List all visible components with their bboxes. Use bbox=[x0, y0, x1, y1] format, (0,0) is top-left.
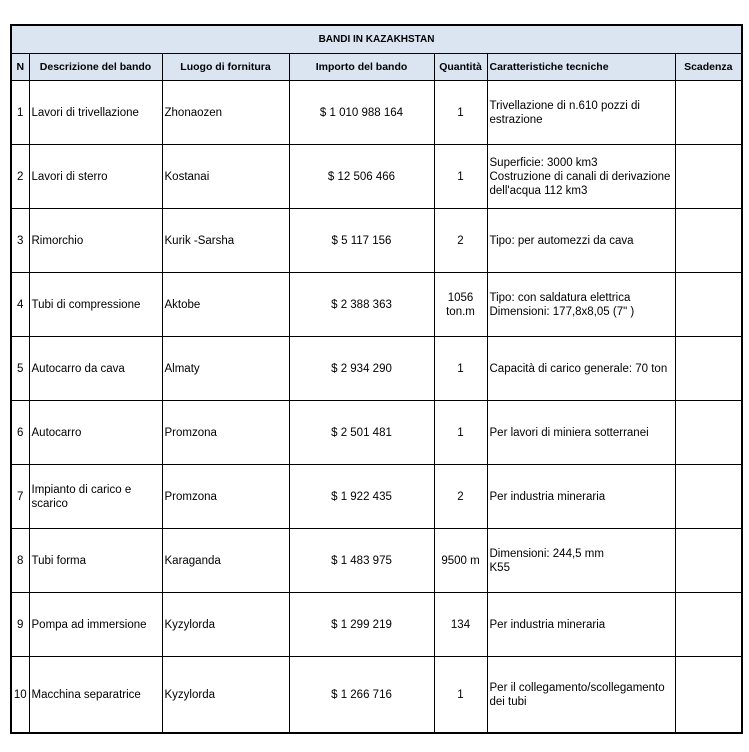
cell-luogo: Kostanai bbox=[162, 145, 289, 209]
table-row bbox=[11, 337, 742, 401]
cell-caratteristiche bbox=[487, 145, 675, 209]
table-row bbox=[11, 593, 742, 657]
cell-scadenza bbox=[675, 529, 742, 593]
cell-quantita bbox=[434, 529, 487, 593]
header-scadenza: Scadenza bbox=[675, 54, 742, 81]
cell-luogo: Karaganda bbox=[162, 529, 289, 593]
cell-scadenza bbox=[675, 81, 742, 145]
quantita-line: 1 bbox=[457, 688, 464, 701]
cell-descrizione: Rimorchio bbox=[29, 209, 162, 273]
caratteristiche-line: Trivellazione di n.610 pozzi di bbox=[489, 99, 640, 112]
cell-scadenza bbox=[675, 401, 742, 465]
table-row bbox=[11, 401, 742, 465]
quantita-line: 1056 bbox=[447, 291, 474, 304]
cell-n: 8 bbox=[11, 529, 29, 593]
cell-scadenza bbox=[675, 145, 742, 209]
cell-descrizione: Macchina separatrice bbox=[29, 657, 162, 734]
cell-luogo: Almaty bbox=[162, 337, 289, 401]
cell-quantita bbox=[434, 401, 487, 465]
cell-luogo: Kyzylorda bbox=[162, 593, 289, 657]
cell-quantita bbox=[434, 145, 487, 209]
header-luogo: Luogo di fornitura bbox=[162, 54, 289, 81]
table-row bbox=[11, 465, 742, 529]
cell-descrizione: Pompa ad immersione bbox=[29, 593, 162, 657]
cell-n: 2 bbox=[11, 145, 29, 209]
cell-importo: $ 1 010 988 164 bbox=[289, 81, 434, 145]
cell-n: 7 bbox=[11, 465, 29, 529]
cell-luogo: Promzona bbox=[162, 401, 289, 465]
caratteristiche-line: estrazione bbox=[489, 113, 543, 126]
table-row bbox=[11, 529, 742, 593]
quantita-line: 2 bbox=[457, 490, 464, 503]
cell-importo: $ 1 483 975 bbox=[289, 529, 434, 593]
cell-scadenza bbox=[675, 465, 742, 529]
cell-descrizione: Autocarro da cava bbox=[29, 337, 162, 401]
header-descrizione: Descrizione del bando bbox=[29, 54, 162, 81]
cell-n: 5 bbox=[11, 337, 29, 401]
cell-caratteristiche bbox=[487, 273, 675, 337]
caratteristiche-line: Costruzione di canali di derivazione bbox=[489, 170, 671, 183]
quantita-line: 1 bbox=[457, 362, 464, 375]
cell-n: 6 bbox=[11, 401, 29, 465]
cell-n: 1 bbox=[11, 81, 29, 145]
cell-descrizione: Tubi di compressione bbox=[29, 273, 162, 337]
quantita-line: 1 bbox=[457, 106, 464, 119]
cell-importo: $ 12 506 466 bbox=[289, 145, 434, 209]
cell-caratteristiche bbox=[487, 465, 675, 529]
caratteristiche-line: dei tubi bbox=[489, 695, 527, 708]
cell-descrizione: Lavori di trivellazione bbox=[29, 81, 162, 145]
quantita-line: 2 bbox=[457, 234, 464, 247]
cell-descrizione: Lavori di sterro bbox=[29, 145, 162, 209]
cell-quantita bbox=[434, 337, 487, 401]
cell-importo: $ 2 934 290 bbox=[289, 337, 434, 401]
cell-importo: $ 1 922 435 bbox=[289, 465, 434, 529]
cell-luogo: Zhonaozen bbox=[162, 81, 289, 145]
cell-scadenza bbox=[675, 273, 742, 337]
quantita-line: 1 bbox=[457, 170, 464, 183]
quantita-line: 1 bbox=[457, 426, 464, 439]
cell-luogo: Kurik -Sarsha bbox=[162, 209, 289, 273]
cell-quantita bbox=[434, 81, 487, 145]
table-row bbox=[11, 657, 742, 734]
cell-importo: $ 2 501 481 bbox=[289, 401, 434, 465]
header-row bbox=[11, 54, 742, 81]
cell-caratteristiche bbox=[487, 657, 675, 734]
cell-caratteristiche bbox=[487, 593, 675, 657]
table-row bbox=[11, 145, 742, 209]
quantita-line: ton.m bbox=[446, 305, 475, 318]
caratteristiche-line: Capacità di carico generale: 70 ton bbox=[489, 362, 668, 375]
caratteristiche-line: Per industria mineraria bbox=[489, 618, 606, 631]
caratteristiche-line: K55 bbox=[489, 561, 510, 574]
table-title: BANDI IN KAZAKHSTAN bbox=[11, 25, 742, 54]
caratteristiche-line: Per industria mineraria bbox=[489, 490, 606, 503]
cell-importo: $ 5 117 156 bbox=[289, 209, 434, 273]
cell-importo: $ 2 388 363 bbox=[289, 273, 434, 337]
cell-quantita bbox=[434, 465, 487, 529]
cell-luogo: Promzona bbox=[162, 465, 289, 529]
caratteristiche-line: Per lavori di miniera sotterranei bbox=[489, 426, 649, 439]
cell-quantita bbox=[434, 593, 487, 657]
caratteristiche-line: Tipo: per automezzi da cava bbox=[489, 234, 634, 247]
cell-luogo: Kyzylorda bbox=[162, 657, 289, 734]
header-n: N bbox=[11, 54, 29, 81]
cell-n: 9 bbox=[11, 593, 29, 657]
cell-scadenza bbox=[675, 337, 742, 401]
table-row bbox=[11, 81, 742, 145]
cell-luogo: Aktobe bbox=[162, 273, 289, 337]
cell-quantita bbox=[434, 657, 487, 734]
cell-n: 4 bbox=[11, 273, 29, 337]
caratteristiche-line: Dimensioni: 244,5 mm bbox=[489, 547, 604, 560]
cell-descrizione: Tubi forma bbox=[29, 529, 162, 593]
quantita-line: 134 bbox=[450, 618, 471, 631]
header-importo: Importo del bando bbox=[289, 54, 434, 81]
cell-descrizione: Impianto di carico e scarico bbox=[29, 465, 162, 529]
cell-caratteristiche bbox=[487, 401, 675, 465]
bandi-table bbox=[10, 24, 743, 734]
cell-importo: $ 1 299 219 bbox=[289, 593, 434, 657]
cell-caratteristiche bbox=[487, 209, 675, 273]
cell-n: 3 bbox=[11, 209, 29, 273]
caratteristiche-line: Per il collegamento/scollegamento bbox=[489, 681, 665, 694]
cell-n: 10 bbox=[11, 657, 29, 734]
table-row bbox=[11, 273, 742, 337]
cell-scadenza bbox=[675, 657, 742, 734]
header-quantita: Quantità bbox=[434, 54, 487, 81]
cell-descrizione: Autocarro bbox=[29, 401, 162, 465]
caratteristiche-line: Superficie: 3000 km3 bbox=[489, 156, 598, 169]
header-caratteristiche: Caratteristiche tecniche bbox=[487, 54, 675, 81]
caratteristiche-line: Tipo: con saldatura elettrica bbox=[489, 291, 631, 304]
caratteristiche-line: dell'acqua 112 km3 bbox=[489, 184, 588, 197]
cell-caratteristiche bbox=[487, 81, 675, 145]
cell-caratteristiche bbox=[487, 337, 675, 401]
cell-scadenza bbox=[675, 209, 742, 273]
cell-caratteristiche bbox=[487, 529, 675, 593]
cell-importo: $ 1 266 716 bbox=[289, 657, 434, 734]
cell-quantita bbox=[434, 209, 487, 273]
cell-quantita bbox=[434, 273, 487, 337]
table-row bbox=[11, 209, 742, 273]
caratteristiche-line: Dimensioni: 177,8x8,05 (7" ) bbox=[489, 305, 635, 318]
quantita-line: 9500 m bbox=[441, 554, 480, 567]
cell-scadenza bbox=[675, 593, 742, 657]
